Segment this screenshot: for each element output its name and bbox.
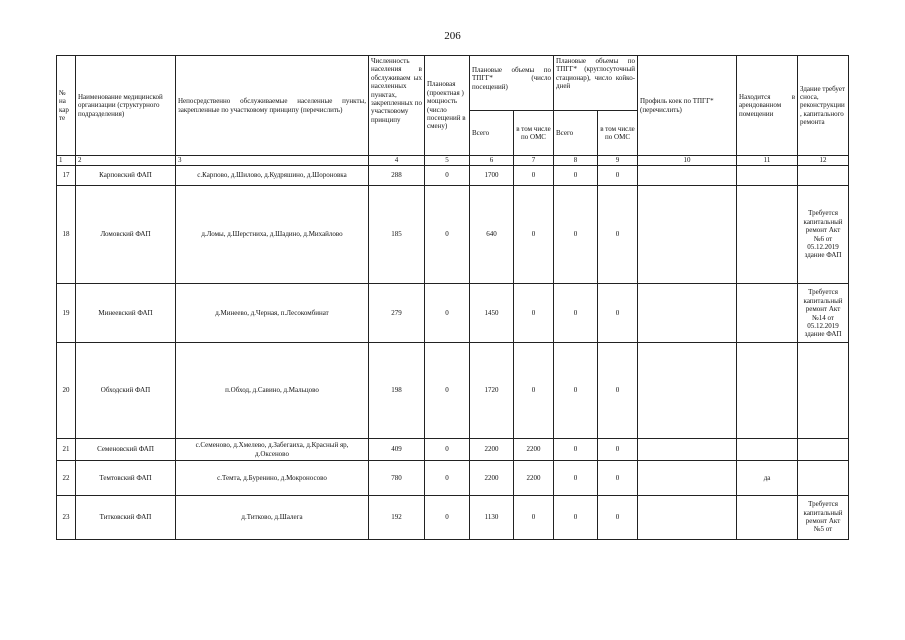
header-num: № на кар те (57, 56, 76, 156)
beds-total: 0 (554, 461, 598, 496)
settlements: с.Темта, д.Буренино, д.Мокроносово (176, 461, 369, 496)
header-population: Численность населения в обслуживаем ых населенных пунктах, закрепленных по участковому принципу (369, 56, 425, 156)
capacity: 0 (425, 461, 470, 496)
column-number: 10 (638, 156, 737, 166)
repair-status (798, 166, 849, 186)
repair-status (798, 461, 849, 496)
header-capacity: Плановая (проектная ) мощность (число посещений в смену) (425, 56, 470, 156)
visits-oms: 0 (514, 166, 554, 186)
visits-total: 640 (470, 186, 514, 284)
facility-name: Ломовский ФАП (76, 186, 176, 284)
header-profile: Профиль коек по ТПГГ* (перечислить) (638, 56, 737, 156)
beds-oms: 0 (598, 343, 638, 439)
population: 185 (369, 186, 425, 284)
settlements: с.Семеново, д.Хмелево, д.Забегаиха, д.Красный яр, д.Оксеново (176, 439, 369, 461)
beds-oms: 0 (598, 496, 638, 540)
capacity: 0 (425, 186, 470, 284)
population: 192 (369, 496, 425, 540)
population: 279 (369, 284, 425, 343)
facility-name: Темтовский ФАП (76, 461, 176, 496)
header-beds: Плановые объемы по ТПГГ* (круглосуточный стационар), число койко-дней (554, 56, 638, 111)
visits-oms: 2200 (514, 461, 554, 496)
capacity: 0 (425, 496, 470, 540)
beds-oms: 0 (598, 186, 638, 284)
visits-total: 1130 (470, 496, 514, 540)
beds-oms: 0 (598, 166, 638, 186)
header-beds-oms: в том числе по ОМС (598, 111, 638, 156)
beds-total: 0 (554, 284, 598, 343)
header-beds-total: Всего (554, 111, 598, 156)
row-num: 20 (57, 343, 76, 439)
visits-oms: 0 (514, 186, 554, 284)
beds-total: 0 (554, 186, 598, 284)
bed-profile (638, 461, 737, 496)
row-num: 19 (57, 284, 76, 343)
row-num: 18 (57, 186, 76, 284)
population: 409 (369, 439, 425, 461)
visits-total: 1700 (470, 166, 514, 186)
repair-status: Требуется капитальный ремонт Акт №6 от 05.12.2019 здание ФАП (798, 186, 849, 284)
bed-profile (638, 186, 737, 284)
population: 288 (369, 166, 425, 186)
header-leased: Находится в арендованном помещении (737, 56, 798, 156)
settlements: д.Титково, д.Шалега (176, 496, 369, 540)
column-number: 12 (798, 156, 849, 166)
leased (737, 166, 798, 186)
visits-oms: 0 (514, 496, 554, 540)
facility-name: Обходский ФАП (76, 343, 176, 439)
facility-name: Карповский ФАП (76, 166, 176, 186)
repair-status (798, 439, 849, 461)
visits-total: 1450 (470, 284, 514, 343)
visits-oms: 2200 (514, 439, 554, 461)
table-row (57, 166, 849, 186)
leased: да (737, 461, 798, 496)
leased (737, 439, 798, 461)
facility-name: Семеновский ФАП (76, 439, 176, 461)
column-number: 6 (470, 156, 514, 166)
beds-oms: 0 (598, 461, 638, 496)
capacity: 0 (425, 343, 470, 439)
visits-total: 1720 (470, 343, 514, 439)
table-row (57, 343, 849, 439)
beds-total: 0 (554, 439, 598, 461)
bed-profile (638, 166, 737, 186)
table-row (57, 439, 849, 461)
leased (737, 496, 798, 540)
bed-profile (638, 343, 737, 439)
header-visits: Плановые объемы по ТПГГ* (число посещений) (470, 56, 554, 111)
column-number: 3 (176, 156, 369, 166)
header-visits-oms: в том числе по ОМС (514, 111, 554, 156)
header-visits-total: Всего (470, 111, 514, 156)
settlements: д.Ломы, д.Шерстниха, д.Шадино, д.Михайлово (176, 186, 369, 284)
capacity: 0 (425, 284, 470, 343)
leased (737, 284, 798, 343)
leased (737, 186, 798, 284)
settlements: п.Обход, д.Савино, д.Мальцово (176, 343, 369, 439)
column-number: 2 (76, 156, 176, 166)
beds-oms: 0 (598, 284, 638, 343)
visits-total: 2200 (470, 461, 514, 496)
column-number: 8 (554, 156, 598, 166)
repair-status: Требуется капитальный ремонт Акт №5 от (798, 496, 849, 540)
facility-name: Титковский ФАП (76, 496, 176, 540)
row-num: 23 (57, 496, 76, 540)
bed-profile (638, 496, 737, 540)
bed-profile (638, 439, 737, 461)
row-num: 17 (57, 166, 76, 186)
column-number: 1 (57, 156, 76, 166)
column-number: 9 (598, 156, 638, 166)
column-number: 5 (425, 156, 470, 166)
visits-oms: 0 (514, 284, 554, 343)
settlements: с.Карпово, д.Шилово, д.Кудряшино, д.Шороновка (176, 166, 369, 186)
visits-oms: 0 (514, 343, 554, 439)
beds-oms: 0 (598, 439, 638, 461)
capacity: 0 (425, 166, 470, 186)
beds-total: 0 (554, 343, 598, 439)
header-name: Наименование медицинской организации (структурного подразделения) (76, 56, 176, 156)
row-num: 22 (57, 461, 76, 496)
beds-total: 0 (554, 496, 598, 540)
table-row (57, 461, 849, 496)
table-row (57, 496, 849, 540)
population: 198 (369, 343, 425, 439)
beds-total: 0 (554, 166, 598, 186)
header-settlements: Непосредственно обслуживаемые населенные пункты, закрепленные по участковому принципу (перечислить) (176, 56, 369, 156)
bed-profile (638, 284, 737, 343)
table-row (57, 284, 849, 343)
column-number: 11 (737, 156, 798, 166)
facilities-table (56, 55, 849, 540)
visits-total: 2200 (470, 439, 514, 461)
column-number: 4 (369, 156, 425, 166)
settlements: д.Минеево, д.Черная, п.Лесокомбинат (176, 284, 369, 343)
column-number: 7 (514, 156, 554, 166)
capacity: 0 (425, 439, 470, 461)
leased (737, 343, 798, 439)
page-number: 206 (444, 30, 461, 42)
table-row (57, 186, 849, 284)
repair-status (798, 343, 849, 439)
header-repair: Здание требует сноса, реконструкции , капитального ремонта (798, 56, 849, 156)
facility-name: Минеевский ФАП (76, 284, 176, 343)
population: 780 (369, 461, 425, 496)
repair-status: Требуется капитальный ремонт Акт №14 от 05.12.2019 здание ФАП (798, 284, 849, 343)
column-number-row (57, 156, 849, 166)
row-num: 21 (57, 439, 76, 461)
